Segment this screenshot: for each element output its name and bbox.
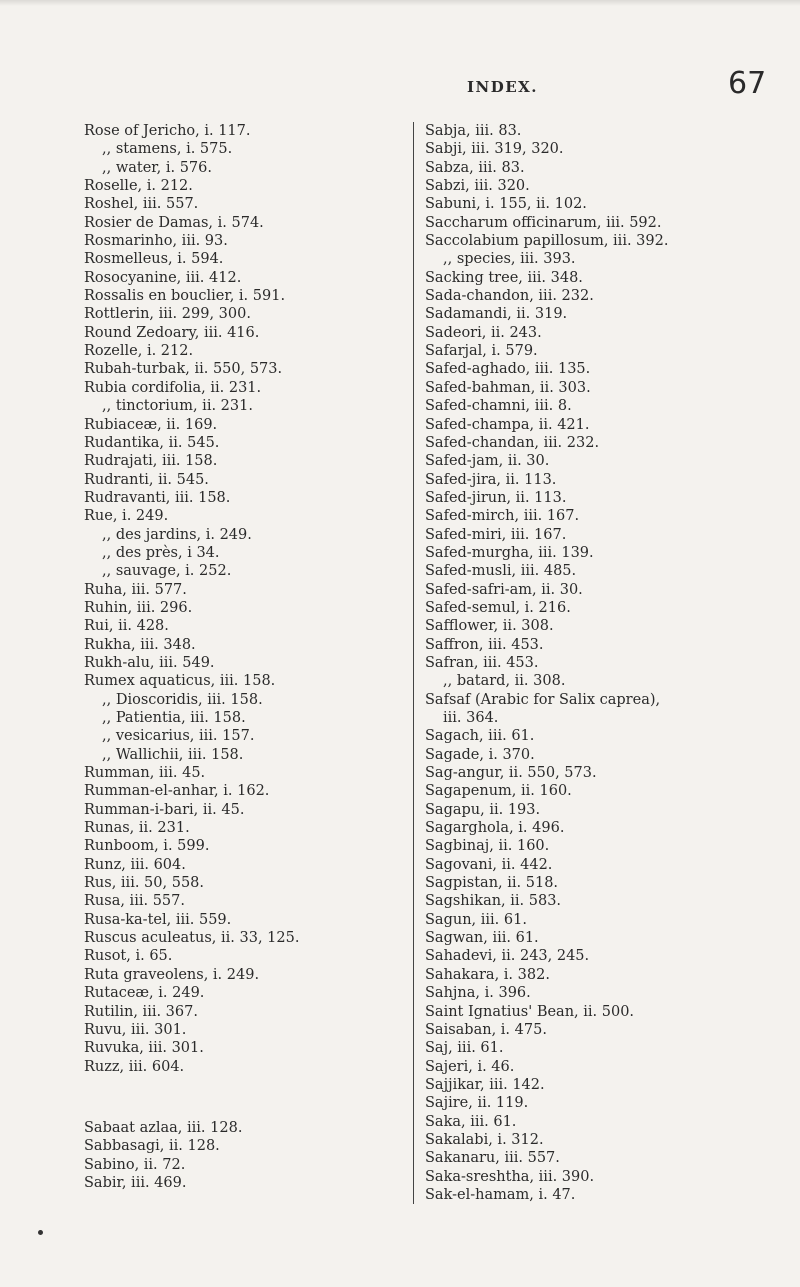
index-subentry: ,, stamens, i. 575. (102, 141, 233, 158)
page-number: 67 (728, 66, 767, 101)
index-entry: Ruhin, iii. 296. (84, 599, 193, 616)
index-entry: Sadeori, ii. 243. (425, 324, 542, 341)
index-entry: Rutaceæ, i. 249. (84, 985, 205, 1002)
index-entry: Rudranti, ii. 545. (84, 471, 209, 488)
index-entry: Rusot, i. 65. (84, 948, 173, 965)
index-entry: Safed-jira, ii. 113. (425, 471, 557, 488)
index-entry: Safed-bahman, ii. 303. (425, 379, 591, 396)
index-section-gap (84, 1076, 444, 1119)
index-entry: Sada-chandon, iii. 232. (425, 288, 594, 305)
index-entry: Rubah-turbak, ii. 550, 573. (84, 361, 283, 378)
index-entry: Sabaat azlaa, iii. 128. (84, 1119, 243, 1136)
index-entry: Sajire, ii. 119. (425, 1095, 529, 1112)
index-entry: Sagovani, ii. 442. (425, 856, 553, 873)
index-entry: Safed-miri, iii. 167. (425, 526, 567, 543)
index-entry: Saj, iii. 61. (425, 1040, 504, 1057)
index-entry: Rumex aquaticus, iii. 158. (84, 673, 276, 690)
index-entry: Rottlerin, iii. 299, 300. (84, 306, 251, 323)
index-entry: Sagshikan, ii. 583. (425, 893, 562, 910)
index-entry: Safsaf (Arabic for Salix caprea), (425, 691, 661, 708)
index-subentry: ,, vesicarius, iii. 157. (102, 728, 255, 745)
index-entry: Safran, iii. 453. (425, 654, 539, 671)
index-subentry: ,, des près, i 34. (102, 544, 220, 561)
index-entry: Rudantika, ii. 545. (84, 434, 220, 451)
index-entry: Sak-el-hamam, i. 47. (425, 1186, 576, 1203)
index-entry: Sahakara, i. 382. (425, 966, 550, 983)
index-subentry: ,, tinctorium, ii. 231. (102, 398, 253, 415)
index-entry: Sahjna, i. 396. (425, 985, 531, 1002)
index-entry: Rosier de Damas, i. 574. (84, 214, 264, 231)
index-entry: Rubiaceæ, ii. 169. (84, 416, 218, 433)
index-entry: Runboom, i. 599. (84, 838, 210, 855)
index-entry: Sakanaru, iii. 557. (425, 1150, 560, 1167)
index-subentry: ,, Patientia, iii. 158. (102, 710, 246, 726)
index-entry: Sabja, iii. 83. (425, 123, 522, 139)
index-entry: Sagapenum, ii. 160. (425, 783, 572, 800)
index-entry: Sagarghola, i. 496. (425, 820, 565, 837)
index-entry: Rozelle, i. 212. (84, 343, 194, 360)
index-entry: Runas, ii. 231. (84, 820, 190, 837)
index-entry: Sacking tree, iii. 348. (425, 269, 583, 286)
running-head: INDEX. (467, 78, 539, 96)
page-top-edge (0, 0, 800, 6)
index-entry-continuation: iii. 364. (443, 710, 499, 726)
index-entry: Rosmelleus, i. 594. (84, 251, 224, 268)
index-entry: Rudrajati, iii. 158. (84, 453, 218, 470)
index-entry: Sagapu, ii. 193. (425, 801, 541, 818)
index-entry: Rus, iii. 50, 558. (84, 875, 205, 892)
index-entry: Saccolabium papillosum, iii. 392. (425, 233, 669, 250)
index-entry: Sabza, iii. 83. (425, 159, 525, 176)
index-entry: Sabji, iii. 319, 320. (425, 141, 564, 158)
index-entry: Ruscus aculeatus, ii. 33, 125. (84, 930, 300, 947)
index-entry: Roshel, iii. 557. (84, 196, 199, 213)
index-entry: Rosmarinho, iii. 93. (84, 233, 228, 250)
index-subentry: ,, species, iii. 393. (443, 251, 576, 268)
index-entry: Ruvu, iii. 301. (84, 1021, 187, 1038)
index-entry: Safed-semul, i. 216. (425, 599, 571, 616)
index-entry: Sag-angur, ii. 550, 573. (425, 765, 597, 782)
index-entry: Sagwan, iii. 61. (425, 930, 539, 947)
index-subentry: ,, Dioscoridis, iii. 158. (102, 691, 263, 708)
index-entry: Saka-sreshtha, iii. 390. (425, 1168, 595, 1185)
index-entry: Round Zedoary, iii. 416. (84, 324, 260, 341)
index-entry: Ruzz, iii. 604. (84, 1058, 185, 1075)
index-entry: Rukh-alu, iii. 549. (84, 654, 215, 671)
index-entry: Saccharum officinarum, iii. 592. (425, 214, 662, 231)
index-column-left (84, 122, 444, 1192)
index-subentry: ,, des jardins, i. 249. (102, 526, 252, 543)
index-entry: Safed-jam, ii. 30. (425, 453, 550, 470)
index-entry: Sadamandi, ii. 319. (425, 306, 568, 323)
index-entry: Sajjikar, iii. 142. (425, 1076, 545, 1093)
index-entry: Sabuni, i. 155, ii. 102. (425, 196, 587, 213)
index-entry: Sagpistan, ii. 518. (425, 875, 559, 892)
index-entry: Runz, iii. 604. (84, 856, 186, 873)
index-entry: Rubia cordifolia, ii. 231. (84, 379, 262, 396)
index-entry: Sagbinaj, ii. 160. (425, 838, 550, 855)
index-entry: Ruha, iii. 577. (84, 581, 187, 598)
index-entry: Saint Ignatius' Bean, ii. 500. (425, 1003, 635, 1020)
index-entry: Saffron, iii. 453. (425, 636, 544, 653)
index-entry: Roselle, i. 212. (84, 178, 193, 195)
index-entry: Rutilin, iii. 367. (84, 1003, 198, 1020)
index-entry: Rusa-ka-tel, iii. 559. (84, 911, 232, 928)
index-entry: Sabir, iii. 469. (84, 1174, 187, 1191)
index-entry: Safed-safri-am, ii. 30. (425, 581, 583, 598)
index-entry: Sagach, iii. 61. (425, 728, 535, 745)
index-entry: Rui, ii. 428. (84, 618, 169, 635)
index-entry: Sabzi, iii. 320. (425, 178, 530, 195)
index-entry: Rumman-el-anhar, i. 162. (84, 783, 270, 800)
index-entry: Rudravanti, iii. 158. (84, 489, 231, 506)
index-entry: Safed-jirun, ii. 113. (425, 489, 567, 506)
index-entry: Ruta graveolens, i. 249. (84, 966, 260, 983)
index-entry: Ruvuka, iii. 301. (84, 1040, 204, 1057)
index-entry: Safarjal, i. 579. (425, 343, 538, 360)
index-entry: Safed-chandan, iii. 232. (425, 434, 600, 451)
index-entry: Sagun, iii. 61. (425, 911, 527, 928)
index-entry: Rumman, iii. 45. (84, 765, 206, 782)
margin-mark (38, 1230, 43, 1235)
index-entry: Rossalis en bouclier, i. 591. (84, 288, 286, 305)
index-entry: Sajeri, i. 46. (425, 1058, 515, 1075)
index-entry: Safed-murgha, iii. 139. (425, 544, 594, 561)
index-entry: Rose of Jericho, i. 117. (84, 123, 251, 139)
index-entry: Safed-champa, ii. 421. (425, 416, 590, 433)
index-entry: Sabbasagi, ii. 128. (84, 1138, 220, 1155)
index-subentry: ,, water, i. 576. (102, 159, 212, 176)
index-entry: Safed-musli, iii. 485. (425, 563, 577, 580)
index-entry: Rukha, iii. 348. (84, 636, 196, 653)
index-entry: Saka, iii. 61. (425, 1113, 517, 1130)
index-entry: Safed-aghado, iii. 135. (425, 361, 591, 378)
index-subentry: ,, sauvage, i. 252. (102, 563, 232, 580)
index-column-right (413, 122, 800, 1204)
index-entry: Rusa, iii. 557. (84, 893, 185, 910)
index-entry: Rosocyanine, iii. 412. (84, 269, 242, 286)
index-subentry: ,, Wallichii, iii. 158. (102, 746, 244, 763)
index-entry: Sabino, ii. 72. (84, 1156, 186, 1173)
index-entry: Sahadevi, ii. 243, 245. (425, 948, 590, 965)
index-entry: Sagade, i. 370. (425, 746, 535, 763)
index-entry: Rumman-i-bari, ii. 45. (84, 801, 245, 818)
index-entry: Sakalabi, i. 312. (425, 1131, 544, 1148)
index-entry: Safed-mirch, iii. 167. (425, 508, 580, 525)
index-subentry: ,, batard, ii. 308. (443, 673, 566, 690)
index-entry: Rue, i. 249. (84, 508, 169, 525)
index-entry: Saisaban, i. 475. (425, 1021, 547, 1038)
index-entry: Safed-chamni, iii. 8. (425, 398, 572, 415)
index-entry: Safflower, ii. 308. (425, 618, 554, 635)
